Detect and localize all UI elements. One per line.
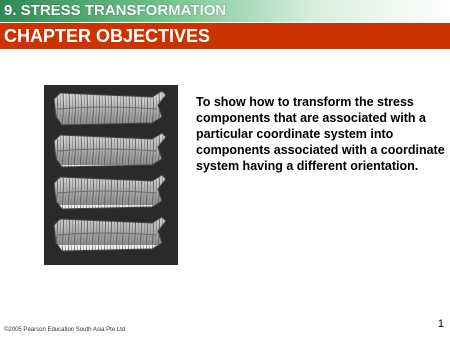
turbine-blade bbox=[54, 91, 166, 125]
turbine-blades-figure bbox=[44, 85, 178, 265]
page-number: 1 bbox=[437, 318, 444, 330]
section-header-bar bbox=[0, 23, 450, 49]
chapter-title: 9. STRESS TRANSFORMATION bbox=[4, 2, 227, 19]
turbine-blade bbox=[54, 217, 166, 251]
turbine-blades-image bbox=[44, 85, 178, 265]
turbine-blade bbox=[54, 133, 166, 167]
copyright-notice: ©2005 Pearson Education South Asia Pte Ltd bbox=[4, 327, 126, 333]
chapter-header-band bbox=[0, 0, 450, 22]
section-title: CHAPTER OBJECTIVES bbox=[4, 26, 211, 46]
turbine-blade bbox=[54, 175, 166, 209]
objective-paragraph: To show how to transform the stress components that are associated with a particular coordinate system into components associated with a coordinate system having a different orientation. bbox=[196, 95, 445, 173]
